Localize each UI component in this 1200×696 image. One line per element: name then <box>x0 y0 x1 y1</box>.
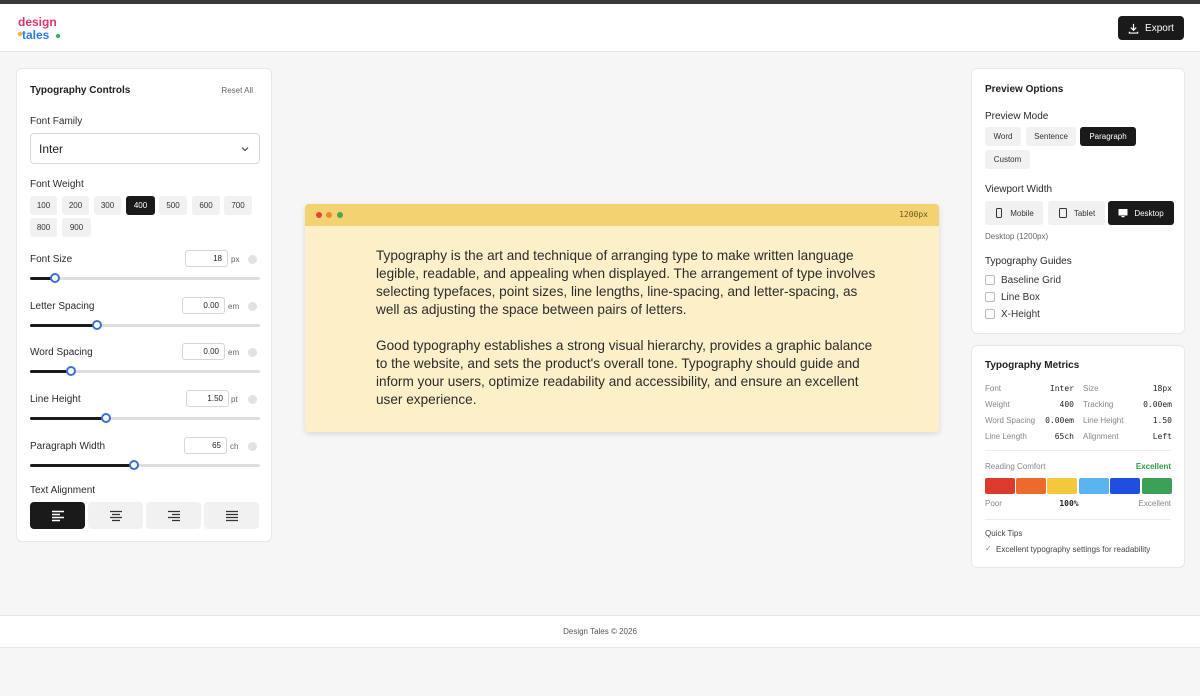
metric-value: 400 <box>1059 400 1074 409</box>
comfort-percent: 100% <box>1059 499 1079 508</box>
reading-comfort-label: Reading Comfort <box>985 462 1046 471</box>
metric-value: 0.00em <box>1045 416 1074 425</box>
metric-key: Tracking <box>1083 400 1114 409</box>
weight-chip-100[interactable]: 100 <box>30 196 57 215</box>
weight-chip-400[interactable]: 400 <box>126 196 155 215</box>
desktop-icon <box>1118 208 1128 218</box>
comfort-scale-swatch <box>1016 478 1046 494</box>
metric-key: Weight <box>985 400 1010 409</box>
slider-fill <box>30 370 71 373</box>
metric-key: Line Length <box>985 432 1027 441</box>
line-height-input[interactable]: 1.50 <box>186 390 229 407</box>
typography-controls-panel <box>16 68 272 542</box>
weight-chip-600[interactable]: 600 <box>192 196 220 215</box>
letter-spacing-input[interactable]: 0.00 <box>182 297 225 314</box>
preview-options-panel <box>971 68 1185 334</box>
weight-chip-900[interactable]: 900 <box>62 218 91 237</box>
paragraph-width-unit: ch <box>230 442 239 451</box>
align-right-button[interactable] <box>146 502 201 529</box>
metric-key: Alignment <box>1083 432 1119 441</box>
window-maximize-dot <box>337 212 343 218</box>
window-close-dot <box>316 212 322 218</box>
svg-text:design: design <box>18 15 57 29</box>
line-height-label: Line Height <box>30 394 81 405</box>
divider <box>985 450 1171 451</box>
viewport-option-label: Mobile <box>1010 208 1034 218</box>
viewport-desktop-button[interactable] <box>1108 201 1174 225</box>
slider-thumb[interactable] <box>129 460 139 470</box>
metric-key: Word Spacing <box>985 416 1036 425</box>
metric-value: 65ch <box>1054 432 1074 441</box>
letter-spacing-unit: em <box>228 302 240 311</box>
slider-fill <box>30 417 106 420</box>
letter-spacing-label: Letter Spacing <box>30 301 95 312</box>
tablet-icon <box>1058 208 1068 218</box>
viewport-option-label: Tablet <box>1073 208 1096 218</box>
baseline-grid-label: Baseline Grid <box>1001 275 1062 286</box>
metric-value: 18px <box>1152 384 1172 393</box>
mode-custom-chip[interactable]: Custom <box>985 150 1030 169</box>
quick-tip-item: Excellent typography settings for readability <box>996 545 1151 554</box>
metric-key: Line Height <box>1083 416 1124 425</box>
download-icon <box>1128 23 1139 34</box>
align-left-icon <box>51 510 65 522</box>
comfort-scale-swatch <box>1079 478 1109 494</box>
align-justify-icon <box>225 510 239 522</box>
font-family-select[interactable] <box>30 133 260 164</box>
metric-value: 0.00em <box>1143 400 1172 409</box>
font-size-reset-icon[interactable] <box>248 255 257 264</box>
comfort-scale-swatch <box>985 478 1015 494</box>
word-spacing-label: Word Spacing <box>30 347 93 358</box>
font-size-slider[interactable] <box>30 277 260 280</box>
typography-preview <box>305 204 939 432</box>
align-justify-button[interactable] <box>204 502 259 529</box>
metric-key: Size <box>1083 384 1099 393</box>
mode-word-chip[interactable]: Word <box>985 127 1021 146</box>
metric-value: Inter <box>1049 384 1074 393</box>
mode-sentence-chip[interactable]: Sentence <box>1026 127 1076 146</box>
check-icon: ✓ <box>985 544 992 553</box>
reading-comfort-status: Excellent <box>1135 462 1171 471</box>
align-left-button[interactable] <box>30 502 85 529</box>
align-right-icon <box>167 510 181 522</box>
comfort-scale-swatch <box>1047 478 1077 494</box>
paragraph-width-label: Paragraph Width <box>30 441 106 452</box>
reset-all-button[interactable]: Reset All <box>221 86 253 95</box>
chevron-down-icon <box>241 145 249 153</box>
slider-thumb[interactable] <box>92 320 102 330</box>
footer <box>0 615 1200 648</box>
viewport-width-label: Viewport Width <box>985 184 1053 195</box>
export-label: Export <box>1145 22 1174 34</box>
preview-window-bar <box>305 204 939 226</box>
divider <box>985 519 1171 520</box>
slider-fill <box>30 324 97 327</box>
paragraph-width-input[interactable]: 65 <box>184 437 227 454</box>
font-family-value: Inter <box>39 142 64 156</box>
typography-metrics-panel <box>971 345 1185 568</box>
x-height-checkbox[interactable] <box>985 309 995 319</box>
font-size-unit: px <box>231 255 240 264</box>
metric-key: Font <box>985 384 1002 393</box>
letter-spacing-slider[interactable] <box>30 324 260 327</box>
align-center-icon <box>109 510 123 522</box>
word-spacing-input[interactable]: 0.00 <box>182 343 225 360</box>
comfort-poor-label: Poor <box>985 499 1002 508</box>
comfort-scale-swatch <box>1110 478 1140 494</box>
word-spacing-slider[interactable] <box>30 370 260 373</box>
weight-chip-500[interactable]: 500 <box>159 196 187 215</box>
panel-title: Typography Controls <box>30 85 131 96</box>
font-family-label: Font Family <box>30 116 83 127</box>
viewport-caption: Desktop (1200px) <box>985 232 1049 241</box>
font-weight-label: Font Weight <box>30 179 84 190</box>
quick-tips-label: Quick Tips <box>985 529 1023 538</box>
viewport-width-label: 1200px <box>899 210 928 219</box>
line-height-slider[interactable] <box>30 417 260 420</box>
baseline-grid-checkbox[interactable] <box>985 275 995 285</box>
slider-thumb[interactable] <box>66 366 76 376</box>
weight-chip-800[interactable]: 800 <box>30 218 57 237</box>
x-height-label: X-Height <box>1001 309 1040 320</box>
comfort-excellent-label: Excellent <box>1138 499 1171 508</box>
window-minimize-dot <box>326 212 332 218</box>
slider-thumb[interactable] <box>50 273 60 283</box>
app-header <box>0 4 1200 52</box>
paragraph-width-reset-icon[interactable] <box>248 442 257 451</box>
line-height-unit: pt <box>231 395 238 404</box>
line-box-checkbox[interactable] <box>985 292 995 302</box>
font-size-input[interactable]: 18 <box>185 250 228 267</box>
preview-text <box>376 247 876 427</box>
preview-mode-label: Preview Mode <box>985 111 1049 122</box>
word-spacing-reset-icon[interactable] <box>248 348 257 357</box>
viewport-option-label: Desktop <box>1134 208 1164 218</box>
comfort-scale-swatch <box>1142 478 1172 494</box>
paragraph-width-slider[interactable] <box>30 464 260 467</box>
slider-thumb[interactable] <box>101 413 111 423</box>
weight-chip-300[interactable]: 300 <box>94 196 121 215</box>
mode-paragraph-chip[interactable]: Paragraph <box>1080 127 1136 146</box>
weight-chip-200[interactable]: 200 <box>62 196 89 215</box>
line-height-reset-icon[interactable] <box>248 395 257 404</box>
mobile-icon <box>994 208 1004 218</box>
design-tales-logo[interactable] <box>16 14 64 42</box>
text-alignment-label: Text Alignment <box>30 485 96 496</box>
weight-chip-700[interactable]: 700 <box>224 196 252 215</box>
preview-paragraph: Good typography establishes a strong visual hierarchy, provides a graphic balance to the website, and sets the product's overall tone. Typography should guide and inform your users, optimize readability and accessibility, and ensure an excellent user experience. <box>376 338 873 407</box>
metric-value: 1.50 <box>1152 416 1172 425</box>
metric-value: Left <box>1152 432 1172 441</box>
viewport-tablet-button[interactable] <box>1048 201 1105 225</box>
panel-title: Typography Metrics <box>985 360 1080 371</box>
word-spacing-unit: em <box>228 348 240 357</box>
typography-guides-label: Typography Guides <box>985 256 1072 267</box>
preview-paragraph: Typography is the art and technique of arranging type to make written language legible, readable, and appealing when displayed. The arrangement of type involves selecting typefaces, point sizes, line lengths, line-spacing, and letter-spacing, as well as adjusting the space between pairs of letters. <box>376 248 876 317</box>
viewport-mobile-button[interactable] <box>985 201 1043 225</box>
footer-text: Design Tales © 2026 <box>563 627 637 636</box>
panel-title: Preview Options <box>985 84 1064 95</box>
export-button[interactable] <box>1118 16 1184 40</box>
line-box-label: Line Box <box>1001 292 1040 303</box>
align-center-button[interactable] <box>88 502 143 529</box>
font-size-label: Font Size <box>30 254 73 265</box>
svg-text:tales: tales <box>22 28 50 42</box>
slider-fill <box>30 464 134 467</box>
letter-spacing-reset-icon[interactable] <box>248 302 257 311</box>
